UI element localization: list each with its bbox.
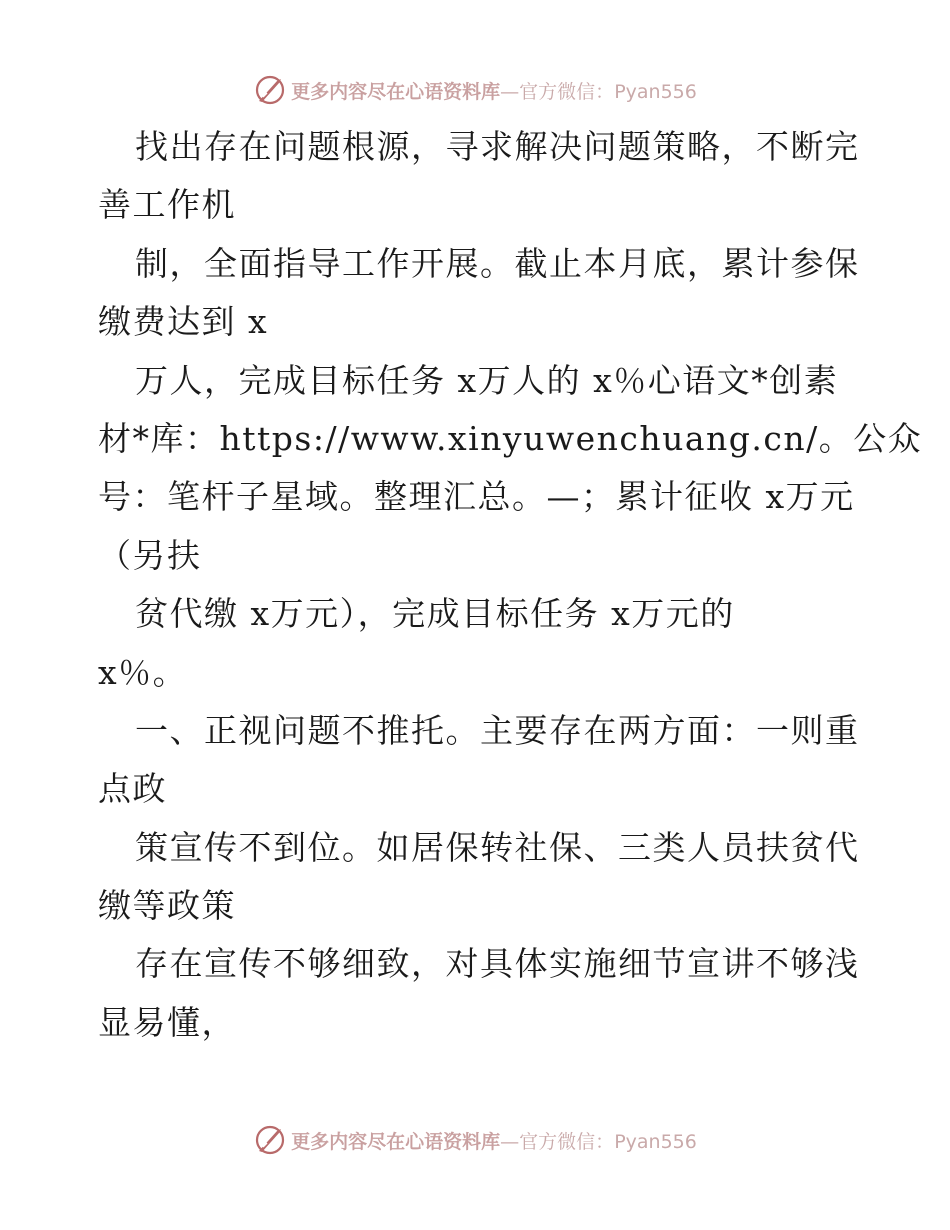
- text-line: 找出存在问题根源，寻求解决问题策略，不断完: [135, 127, 860, 166]
- text-line: 存在宣传不够细致，对具体实施细节宣讲不够浅: [135, 944, 860, 984]
- banner-brand: 更多内容尽在心语资料库: [291, 80, 501, 103]
- banner-text: [291, 77, 697, 104]
- text-line: x％。: [98, 652, 188, 692]
- text-line: 策宣传不到位。如居保转社保、三类人员扶贫代: [135, 827, 860, 867]
- text-line: 善工作机: [98, 185, 236, 225]
- banner-wechat-id: Pyan556: [614, 80, 697, 103]
- text-line: 材*库：https://www.xinyuwenchuang.cn/。公众: [98, 418, 923, 458]
- text-line: 显易懂，: [98, 1002, 236, 1042]
- document-body: [98, 118, 923, 1052]
- banner-separator: —: [500, 1130, 520, 1153]
- banner-text: [291, 1127, 697, 1154]
- text-line: 号：笔杆子星域。整理汇总。—；累计征收 x万元: [98, 477, 855, 517]
- banner-wechat-label: 官方微信：: [519, 80, 615, 103]
- text-line: 贫代缴 x万元），完成目标任务 x万元的: [135, 594, 735, 634]
- quill-pen-logo-icon: [253, 73, 287, 107]
- text-line: 缴等政策: [98, 886, 236, 926]
- banner-wechat-label: 官方微信：: [519, 1130, 615, 1153]
- banner-separator: —: [500, 80, 520, 103]
- banner-wechat-id: Pyan556: [614, 1130, 697, 1153]
- header-banner: [0, 70, 950, 110]
- text-line: 万人，完成目标任务 x万人的 x％心语文*创素: [135, 360, 839, 400]
- text-line: 缴费达到 x: [98, 302, 269, 342]
- banner-brand: 更多内容尽在心语资料库: [291, 1130, 501, 1153]
- footer-banner: [0, 1120, 950, 1160]
- text-line: 制，全面指导工作开展。截止本月底，累计参保: [135, 243, 860, 283]
- quill-pen-logo-icon: [253, 1123, 287, 1157]
- text-line: 一、正视问题不推托。主要存在两方面：一则重: [135, 710, 860, 750]
- text-line: 点政: [98, 769, 167, 809]
- text-line: （另扶: [98, 535, 202, 575]
